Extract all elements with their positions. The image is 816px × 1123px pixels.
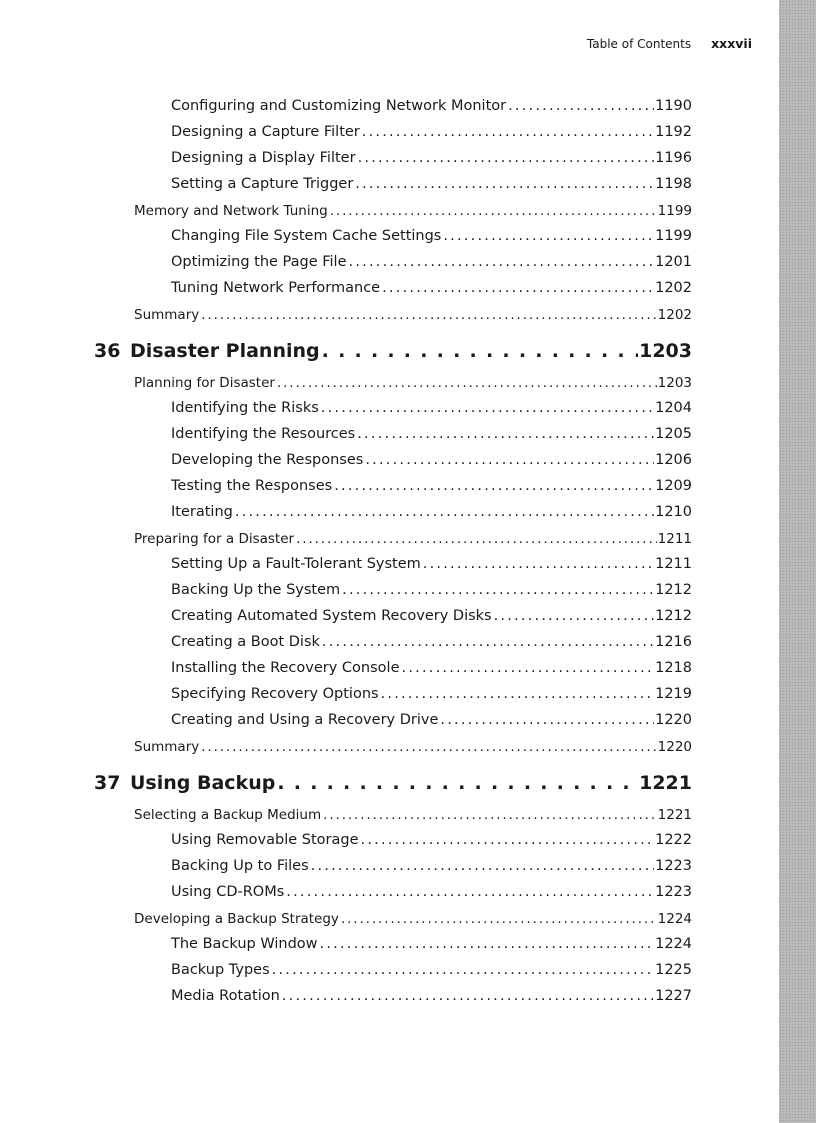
toc-section[interactable]: Planning for Disaster . . . 1203 (134, 375, 692, 391)
toc-entry[interactable]: The Backup Window . . . 1224 (171, 936, 692, 952)
toc-entry[interactable]: Creating and Using a Recovery Drive . . . 1220 (171, 712, 692, 728)
toc-entry[interactable]: Tuning Network Performance . . . 1202 (171, 280, 692, 296)
toc-section[interactable]: Preparing for a Disaster . . . 1211 (134, 531, 692, 547)
chapter-number: 36 (94, 340, 121, 362)
toc-chapter-36[interactable] (94, 340, 692, 366)
toc-section[interactable]: Summary . . . 1220 (134, 739, 692, 755)
toc-entry[interactable]: Backing Up to Files . . . 1223 (171, 858, 692, 874)
toc-entry[interactable]: Developing the Responses . . . 1206 (171, 452, 692, 468)
running-head-page-number: xxxvii (711, 36, 752, 51)
toc-entry[interactable]: Using CD-ROMs . . . 1223 (171, 884, 692, 900)
chapter-number: 37 (94, 772, 121, 794)
running-head-title: Table of Contents (586, 37, 692, 51)
toc-entry[interactable]: Testing the Responses . . . 1209 (171, 478, 692, 494)
toc-entry[interactable]: Optimizing the Page File . . . 1201 (171, 254, 692, 270)
toc-section[interactable]: Selecting a Backup Medium . . . 1221 (134, 807, 692, 823)
toc-entry[interactable]: Designing a Capture Filter . . . 1192 (171, 124, 692, 140)
toc-entry[interactable]: Changing File System Cache Settings . . . 1199 (171, 228, 692, 244)
toc-entry[interactable]: Iterating . . . 1210 (171, 504, 692, 520)
toc-entry[interactable]: Creating Automated System Recovery Disks . . . 1212 (171, 608, 692, 624)
running-head (587, 36, 752, 51)
thumb-index-tab (779, 0, 816, 1123)
toc-entry[interactable]: Designing a Display Filter . . . 1196 (171, 150, 692, 166)
chapter-page: 1203 (639, 340, 692, 362)
toc-entry[interactable]: Identifying the Risks . . . 1204 (171, 400, 692, 416)
chapter-page: 1221 (639, 772, 692, 794)
toc-entry[interactable]: Creating a Boot Disk . . . 1216 (171, 634, 692, 650)
toc-entry[interactable]: Backing Up the System . . . 1212 (171, 582, 692, 598)
toc-entry[interactable]: Using Removable Storage . . . 1222 (171, 832, 692, 848)
chapter-title: Using Backup (130, 772, 276, 794)
toc-entry[interactable]: Backup Types . . . 1225 (171, 962, 692, 978)
toc-entry[interactable]: Installing the Recovery Console . . . 1218 (171, 660, 692, 676)
toc-section[interactable]: Developing a Backup Strategy . . . 1224 (134, 911, 692, 927)
toc-entry[interactable]: Setting a Capture Trigger . . . 1198 (171, 176, 692, 192)
toc-entry[interactable]: Setting Up a Fault-Tolerant System . . . 1211 (171, 556, 692, 572)
toc-entry[interactable]: Configuring and Customizing Network Monitor . . . 1190 (171, 98, 692, 114)
toc-section[interactable]: Memory and Network Tuning . . . 1199 (134, 203, 692, 219)
toc-entry[interactable]: Media Rotation . . . 1227 (171, 988, 692, 1004)
chapter-title: Disaster Planning (130, 340, 320, 362)
toc-entry[interactable]: Specifying Recovery Options . . . 1219 (171, 686, 692, 702)
toc-section[interactable]: Summary . . . 1202 (134, 307, 692, 323)
toc-entry[interactable]: Identifying the Resources . . . 1205 (171, 426, 692, 442)
toc-chapter-37[interactable] (94, 772, 692, 798)
